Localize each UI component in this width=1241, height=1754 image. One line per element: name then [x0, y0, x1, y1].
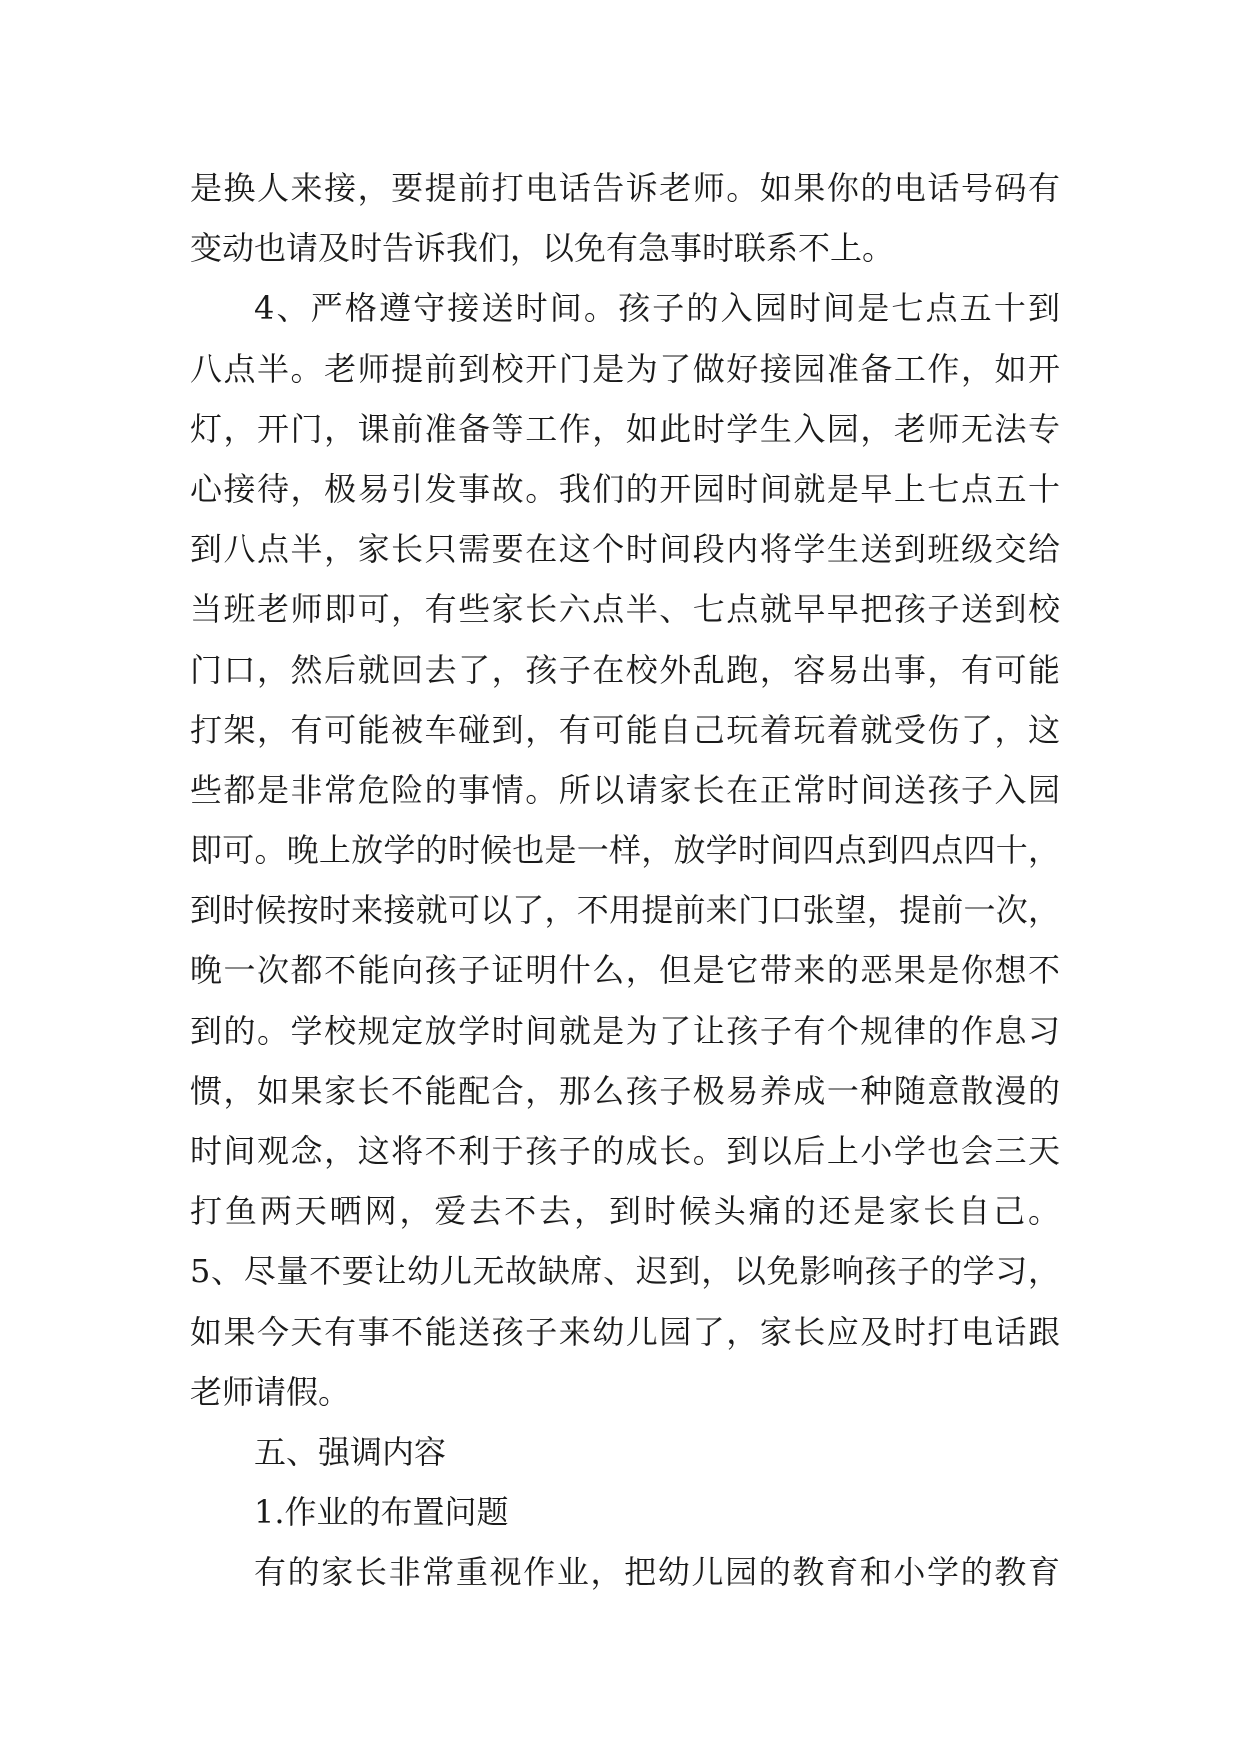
text-line: 到八点半，家长只需要在这个时间段内将学生送到班级交给 — [190, 530, 1060, 569]
text-line: 心接待，极易引发事故。我们的开园时间就是早上七点五十 — [190, 469, 1060, 508]
text-line: 1.作业的布置问题 — [254, 1493, 509, 1532]
text-line: 即可。晚上放学的时候也是一样，放学时间四点到四点四十， — [190, 831, 1060, 870]
text-line: 老师请假。 — [190, 1372, 351, 1411]
text-line: 打鱼两天晒网，爱去不去，到时候头痛的还是家长自己。 — [190, 1192, 1060, 1231]
text-line: 晚一次都不能向孩子证明什么，但是它带来的恶果是你想不 — [190, 951, 1060, 990]
text-line: 当班老师即可，有些家长六点半、七点就早早把孩子送到校 — [190, 590, 1060, 629]
text-line: 打架，有可能被车碰到，有可能自己玩着玩着就受伤了，这 — [190, 710, 1060, 749]
text-line: 八点半。老师提前到校开门是为了做好接园准备工作，如开 — [190, 349, 1060, 388]
text-line: 到的。学校规定放学时间就是为了让孩子有个规律的作息习 — [190, 1011, 1060, 1050]
text-line: 到时候按时来接就可以了，不用提前来门口张望，提前一次， — [190, 891, 1060, 930]
text-line: 有的家长非常重视作业，把幼儿园的教育和小学的教育 — [254, 1553, 1060, 1592]
text-line: 变动也请及时告诉我们，以免有急事时联系不上。 — [190, 229, 895, 268]
text-line: 门口，然后就回去了，孩子在校外乱跑，容易出事，有可能 — [190, 650, 1060, 689]
text-line: 灯，开门，课前准备等工作，如此时学生入园，老师无法专 — [190, 409, 1060, 448]
text-line: 惯，如果家长不能配合，那么孩子极易养成一种随意散漫的 — [190, 1071, 1060, 1110]
text-line: 时间观念，这将不利于孩子的成长。到以后上小学也会三天 — [190, 1132, 1060, 1170]
text-line: 五、强调内容 — [254, 1432, 447, 1471]
text-line: 些都是非常危险的事情。所以请家长在正常时间送孩子入园 — [190, 770, 1060, 809]
text-line: 4、严格遵守接送时间。孩子的入园时间是七点五十到 — [254, 289, 1060, 328]
text-line: 是换人来接，要提前打电话告诉老师。如果你的电话号码有 — [190, 169, 1060, 207]
text-line: 5、尽量不要让幼儿无故缺席、迟到，以免影响孩子的学习， — [190, 1252, 1060, 1291]
text-line: 如果今天有事不能送孩子来幼儿园了，家长应及时打电话跟 — [190, 1312, 1060, 1351]
document-body — [190, 158, 1060, 1603]
